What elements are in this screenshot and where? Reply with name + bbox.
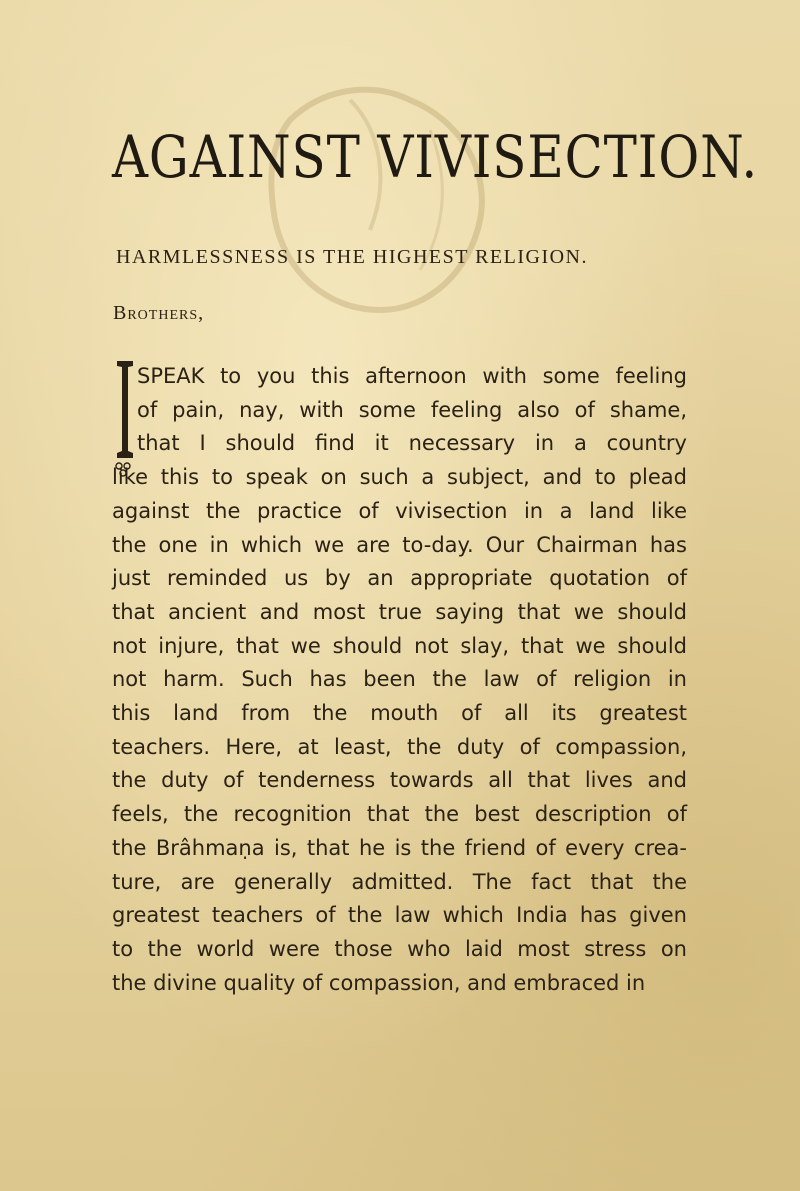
text-line: the Brâhmaṇa is, that he is the friend of every crea- [112, 835, 687, 860]
text-line: this land from the mouth of all its greatest [112, 701, 687, 726]
text-line: against the practice of vivisection in a land like [112, 498, 687, 523]
text-line: the one in which we are to-day. Our Chairman has [112, 532, 687, 557]
text-line: SPEAK to you this afternoon with some feeling [137, 364, 687, 388]
text-line: just reminded us by an appropriate quotation of [112, 566, 687, 591]
drop-cap-letter: I [114, 358, 115, 359]
text-line: not injure, that we should not slay, that we should [112, 633, 687, 658]
text-line: that ancient and most true saying that we should [112, 599, 687, 624]
text-line: not harm. Such has been the law of religion in [112, 667, 687, 692]
text-line: feels, the recognition that the best description of [112, 802, 687, 827]
text-line: to the world were those who laid most stress on [112, 936, 687, 961]
text-line: like this to speak on such a subject, and to plead [112, 465, 687, 490]
subtitle: HARMLESSNESS IS THE HIGHEST RELIGION. [116, 246, 589, 268]
text-line: of pain, nay, with some feeling also of shame, [137, 397, 687, 422]
paper-stain [230, 60, 530, 360]
text-line: ture, are generally admitted. The fact that the [112, 869, 687, 894]
text-line: the divine quality of compassion, and embraced in [112, 970, 646, 995]
text-line: teachers. Here, at least, the duty of compassion, [112, 734, 687, 759]
text-line: greatest teachers of the law which India has given [112, 903, 687, 928]
page-title: AGAINST VIVISECTION. [112, 123, 759, 191]
body-text [112, 360, 687, 1000]
text-line: that I should find it necessary in a country [137, 431, 687, 456]
salutation: Brothers, [113, 302, 205, 324]
text-line: the duty of tenderness towards all that lives and [112, 768, 687, 793]
